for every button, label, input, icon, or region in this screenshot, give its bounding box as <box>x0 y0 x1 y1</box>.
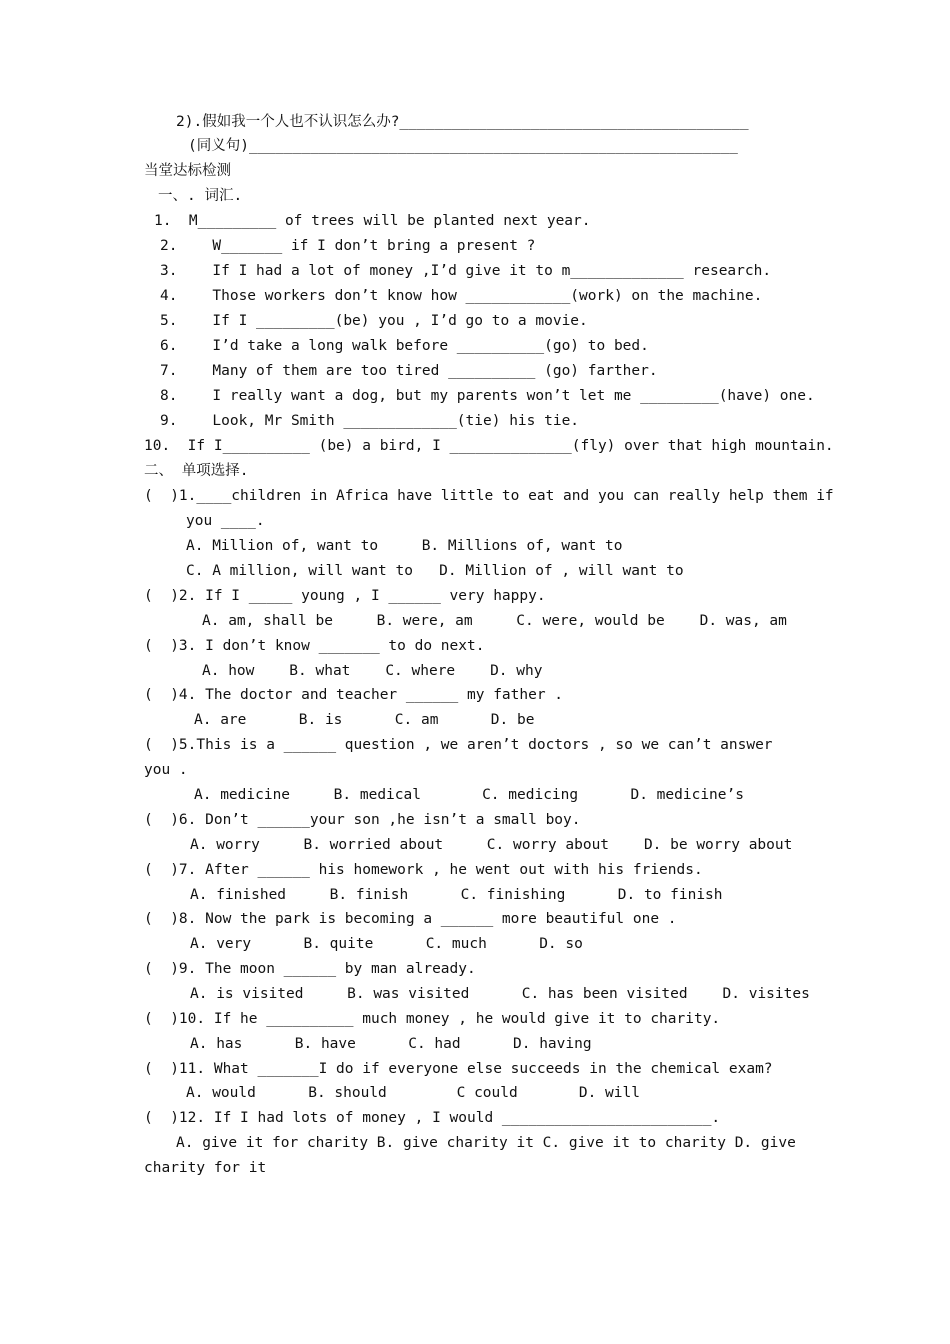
mc-heading: 二、 单项选择. <box>144 463 249 479</box>
vocab-item-1: 1. M_________ of trees will be planted next year. <box>154 213 591 229</box>
mc-q11-options: A. would B. should C could D. will <box>186 1085 640 1101</box>
vocab-item-7: 7. Many of them are too tired __________ (go) farther. <box>160 363 658 379</box>
mc-q5-stem: ( )5.This is a ______ question , we aren’t doctors , so we can’t answer <box>144 737 773 753</box>
mc-q10-options: A. has B. have C. had D. having <box>190 1036 592 1052</box>
mc-q2-stem: ( )2. If I _____ young , I ______ very happy. <box>144 588 546 604</box>
mc-q6-options: A. worry B. worried about C. worry about D. be worry about <box>190 837 793 853</box>
intro-question-2: 2).假如我一个人也不认识怎么办?________________________________________ <box>176 114 749 130</box>
vocab-heading: 一、. 词汇. <box>158 188 243 204</box>
mc-q4-options: A. are B. is C. am D. be <box>194 712 535 728</box>
vocab-item-8: 8. I really want a dog, but my parents won’t let me _________(have) one. <box>160 388 815 404</box>
mc-q7-options: A. finished B. finish C. finishing D. to finish <box>190 887 723 903</box>
mc-q9-options: A. is visited B. was visited C. has been visited D. visites <box>190 986 810 1002</box>
mc-q8-stem: ( )8. Now the park is becoming a ______ more beautiful one . <box>144 911 677 927</box>
vocab-item-10: 10. If I__________ (be) a bird, I ______________(fly) over that high mountain. <box>144 438 834 454</box>
mc-q12-options: A. give it for charity B. give charity it C. give it to charity D. give <box>176 1135 796 1151</box>
mc-q4-stem: ( )4. The doctor and teacher ______ my father . <box>144 687 564 703</box>
vocab-item-9: 9. Look, Mr Smith _____________(tie) his tie. <box>160 413 580 429</box>
mc-q12-options-cont: charity for it <box>144 1160 267 1176</box>
mc-q1-stem: ( )1.____children in Africa have little to eat and you can really help them if <box>144 488 834 504</box>
mc-q10-stem: ( )10. If he __________ much money , he would give it to charity. <box>144 1011 721 1027</box>
mc-q7-stem: ( )7. After ______ his homework , he went out with his friends. <box>144 862 703 878</box>
mc-q5-stem-cont: you . <box>144 762 188 778</box>
mc-q5-options: A. medicine B. medical C. medicing D. medicine’s <box>194 787 744 803</box>
mc-q11-stem: ( )11. What _______I do if everyone else succeeds in the chemical exam? <box>144 1061 773 1077</box>
mc-q3-options: A. how B. what C. where D. why <box>202 663 543 679</box>
mc-q2-options: A. am, shall be B. were, am C. were, would be D. was, am <box>202 613 787 629</box>
mc-q1-stem-cont: you ____. <box>186 513 265 529</box>
mc-q1-options-b: C. A million, will want to D. Million of , will want to <box>186 563 684 579</box>
vocab-item-3: 3. If I had a lot of money ,I’d give it to m_____________ research. <box>160 263 772 279</box>
mc-q1-options-a: A. Million of, want to B. Millions of, want to <box>186 538 623 554</box>
mc-q12-stem: ( )12. If I had lots of money , I would ________________________. <box>144 1110 721 1126</box>
vocab-item-5: 5. If I _________(be) you , I’d go to a movie. <box>160 313 588 329</box>
section-title: 当堂达标检测 <box>144 163 231 179</box>
mc-q6-stem: ( )6. Don’t ______your son ,he isn’t a small boy. <box>144 812 581 828</box>
mc-q8-options: A. very B. quite C. much D. so <box>190 936 583 952</box>
mc-q3-stem: ( )3. I don’t know _______ to do next. <box>144 638 485 654</box>
vocab-item-2: 2. W_______ if I don’t bring a present ? <box>160 238 536 254</box>
mc-q9-stem: ( )9. The moon ______ by man already. <box>144 961 476 977</box>
synonym-sentence-line: (同义句)________________________________________________________ <box>188 138 738 154</box>
vocab-item-6: 6. I’d take a long walk before __________(go) to bed. <box>160 338 649 354</box>
vocab-item-4: 4. Those workers don’t know how ____________(work) on the machine. <box>160 288 763 304</box>
